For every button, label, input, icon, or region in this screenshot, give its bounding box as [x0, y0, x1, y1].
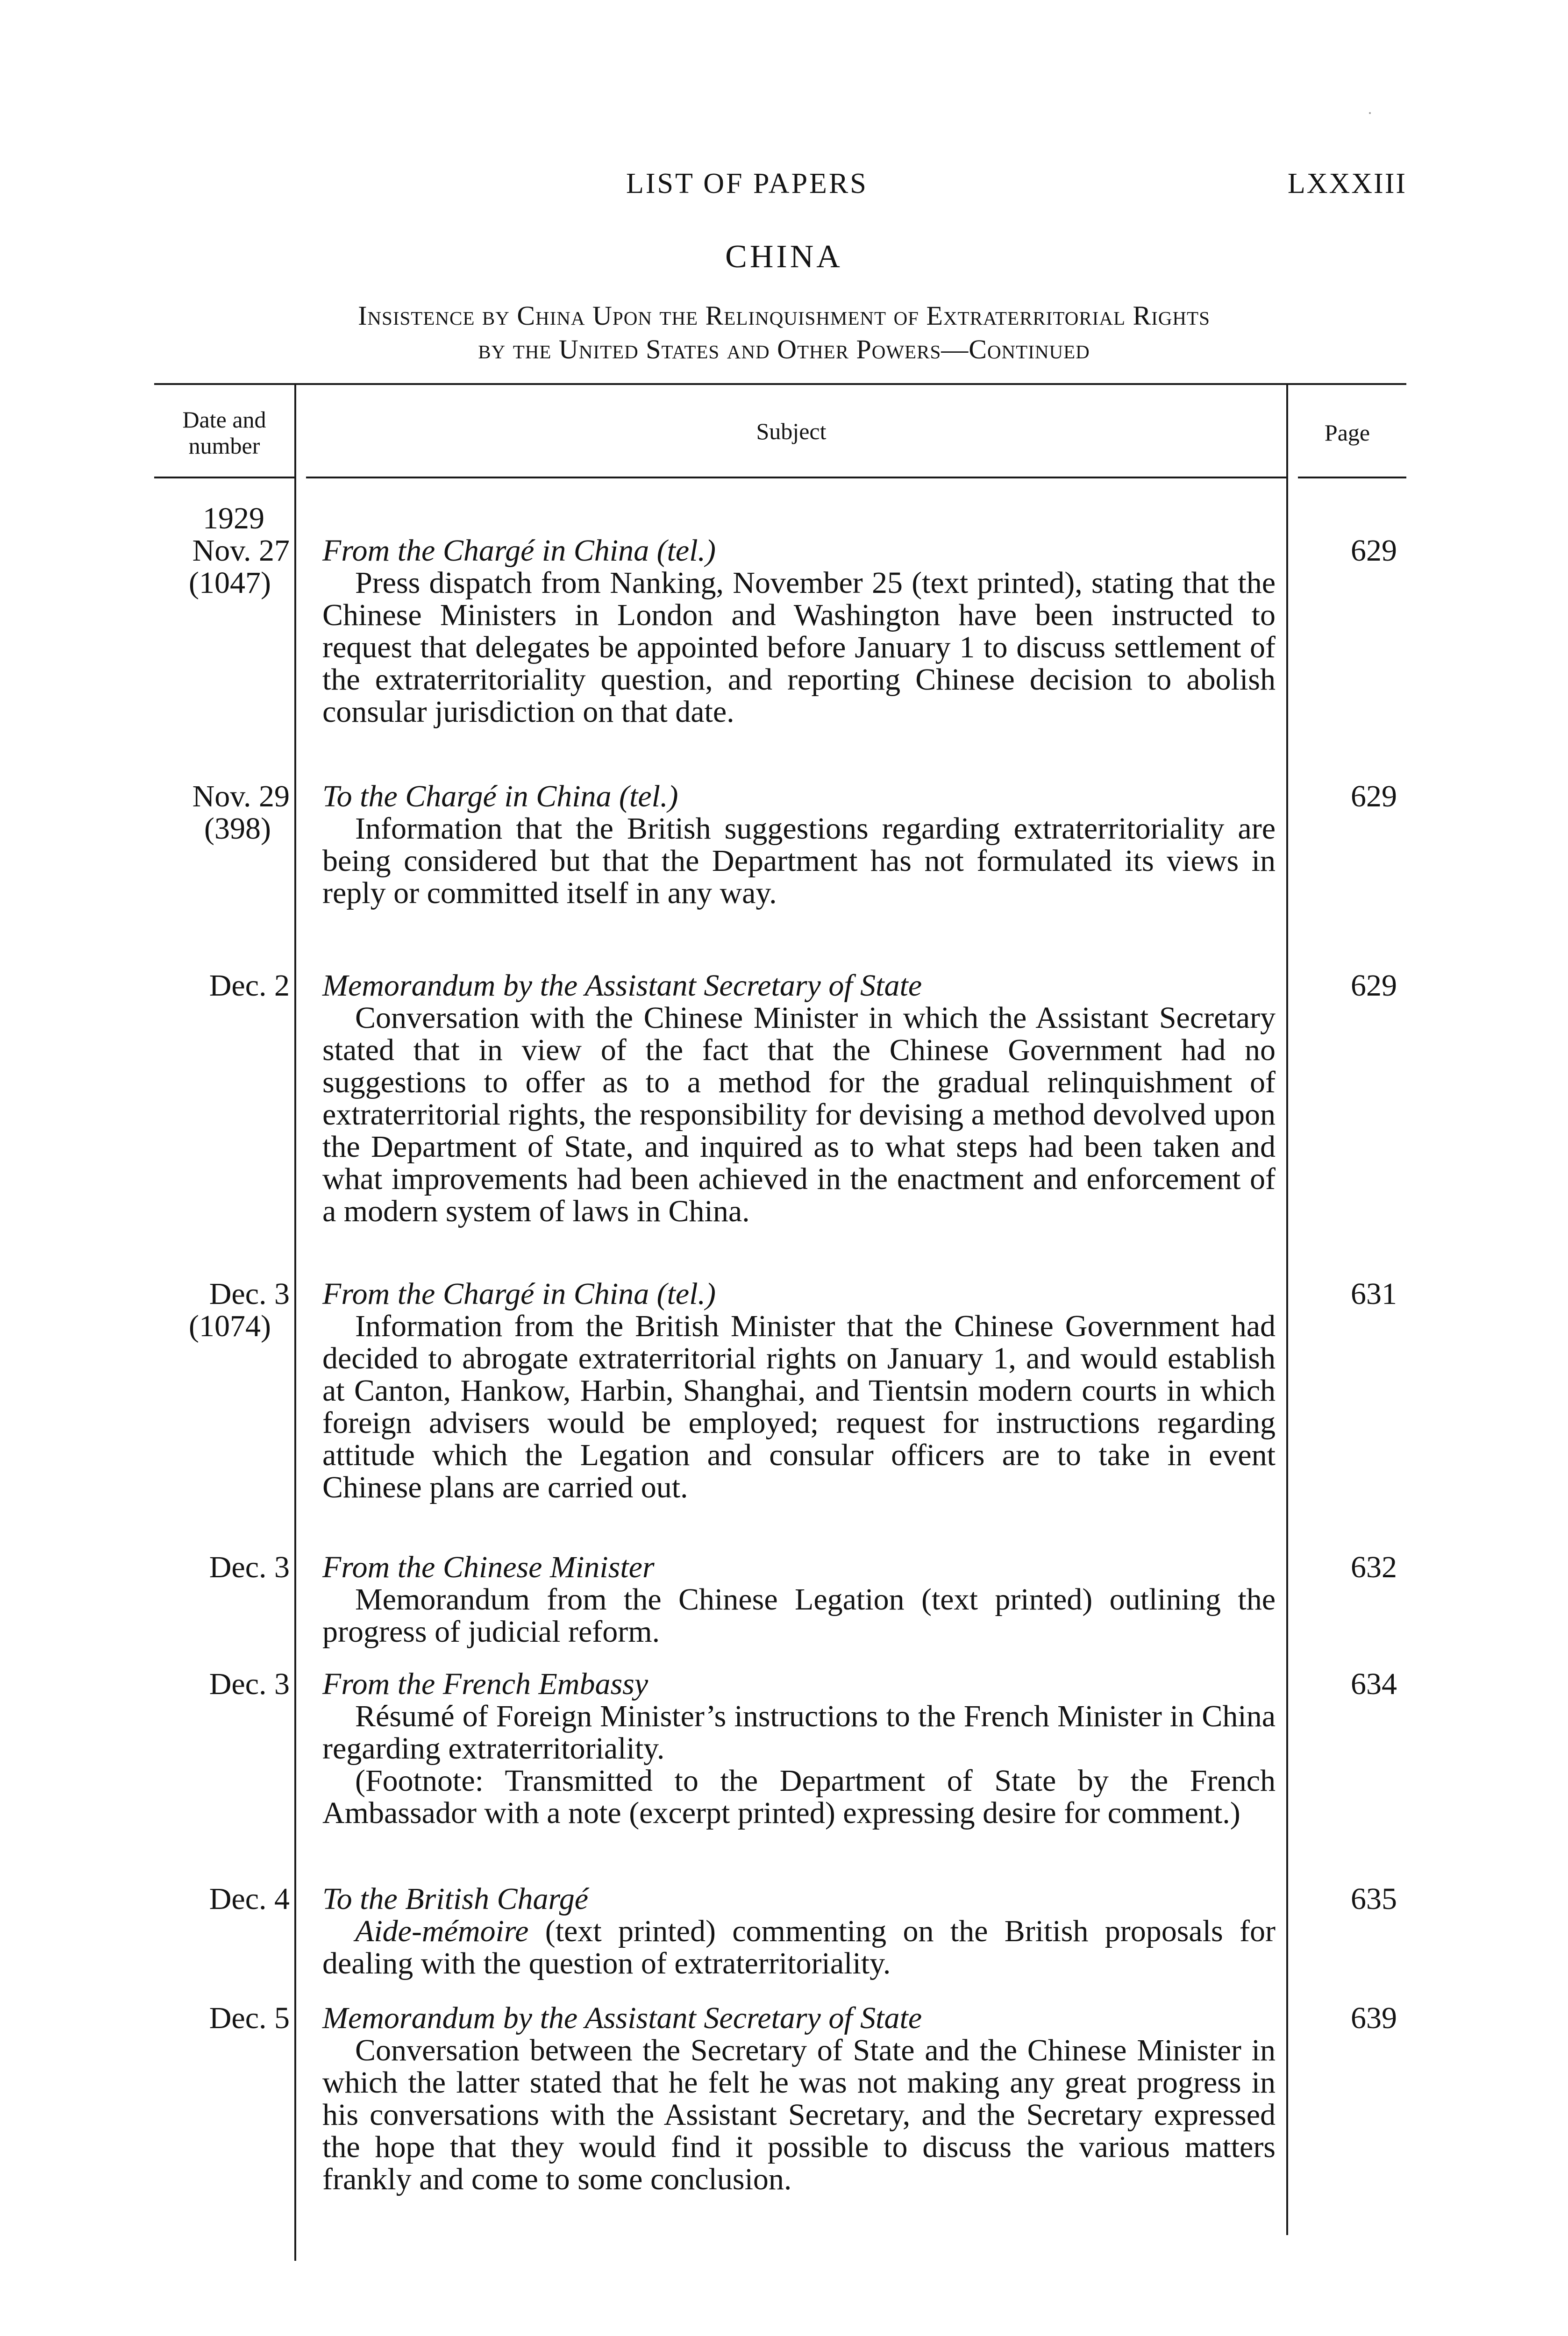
header-bottom-rule-left: [154, 477, 294, 478]
entry-year: 1929: [203, 501, 264, 535]
entry-date: [140, 1883, 290, 1915]
column-header-date: Date and number: [182, 406, 266, 459]
section-title: [140, 299, 1428, 366]
entry-summary: Conversation between the Secretary of State and the Chinese Minister in which the latter stated that he felt he was not making any great progress in his conversations with the Assistant Secretary, and the Secretary expressed the hope that they would find it possible to discuss the various matters frankly and come to some conclusion.: [322, 2033, 1276, 2196]
entry-date: [140, 1278, 290, 1342]
entry-date: [140, 969, 290, 1002]
entry-day: Dec. 5: [209, 2001, 290, 2035]
entry-summary: Information from the British Minister that the Chinese Government had decided to abrogate extraterritorial rights on January 1, and would establish at Canton, Hankow, Harbin, Shanghai, and Tientsin modern courts in which foreign advisers would be employed; request for instructions regarding attitude which the Legation and consular officers are to take in event Chinese plans are carried out.: [322, 1309, 1276, 1504]
running-head-title: LIST OF PAPERS: [626, 168, 868, 199]
column-divider-right: [1286, 385, 1288, 2235]
column-header-subject: Subject: [756, 418, 827, 444]
entry-number: (398): [204, 812, 271, 846]
entry-number: (1074): [189, 1309, 271, 1343]
entry-summary: Memorandum from the Chinese Legation (text printed) outlining the progress of judicial reform.: [322, 1582, 1276, 1649]
entry-heading: To the British Chargé: [322, 1882, 589, 1916]
entry-heading: From the Chargé in China (tel.): [322, 534, 716, 568]
column-header-page: Page: [1324, 420, 1370, 446]
entry-page-number: 634: [1351, 1667, 1397, 1701]
entry-page-number: 631: [1351, 1277, 1397, 1311]
entry-summary: Conversation with the Chinese Minister in which the Assistant Secretary stated that in view of the fact that the Chinese Government had no suggestions to offer as to a method for the gradual relinquishment of extraterritorial rights, the responsibility for devising a method devolved upon the Department of State, and inquired as to what steps had been taken and what improvements had been achieved in the enactment and enforcement of a modern system of laws in China.: [322, 1001, 1276, 1228]
entry-day: Dec. 3: [209, 1550, 290, 1584]
entry-summary: Press dispatch from Nanking, November 25 (text printed), stating that the Chinese Ministers in London and Washington have been instructed to request that delegates be appointed before January 1 to discuss settlement of the extraterritoriality question, and reporting Chinese decision to abolish consular jurisdiction on that date.: [322, 566, 1276, 729]
table-top-rule: [154, 383, 1406, 385]
entry-day: Dec. 3: [209, 1667, 290, 1701]
entry-date: [140, 502, 290, 599]
paper-speck: [1369, 112, 1371, 114]
entry-summary: (Footnote: Transmitted to the Department of State by the French Ambassador with a note (excerpt printed) expressing desire for comment.): [322, 1764, 1276, 1830]
entry-date: [140, 780, 290, 845]
entry-subject: [322, 969, 1276, 1227]
entry-summary: Information that the British suggestions regarding extraterritoriality are being considered but that the Department has not formulated its views in reply or committed itself in any way.: [322, 812, 1276, 910]
entry-page-number: 632: [1351, 1550, 1397, 1584]
entry-italic-lead: Aide-mémoire: [355, 1914, 529, 1948]
entry-heading: From the Chargé in China (tel.): [322, 1277, 716, 1311]
entry-heading: From the Chinese Minister: [322, 1550, 655, 1584]
entry-day: Dec. 3: [209, 1277, 290, 1311]
header-bottom-rule-middle: [306, 477, 1286, 478]
entry-subject: [322, 534, 1276, 728]
section-title-line-1: Insistence by China Upon the Relinquishment of Extraterritorial Rights: [358, 300, 1210, 331]
entry-subject: [322, 1551, 1276, 1648]
entry-date: [140, 1668, 290, 1700]
entry-page-number: 629: [1351, 969, 1397, 1003]
entry-summary: Aide-mémoire (text printed) commenting on the British proposals for dealing with the question of extraterritoriality.: [322, 1914, 1276, 1980]
entry-number: (1047): [189, 566, 271, 600]
entry-heading: From the French Embassy: [322, 1667, 649, 1701]
entry-page-number: 635: [1351, 1882, 1397, 1916]
entry-date: [140, 2002, 290, 2034]
running-head: [0, 167, 1568, 209]
entry-subject: [322, 1883, 1276, 1980]
entry-day: Nov. 27: [192, 534, 290, 568]
entry-page-number: 639: [1351, 2001, 1397, 2035]
country-heading: CHINA: [725, 239, 843, 275]
section-title-line-2: by the United States and Other Powers—Continued: [478, 334, 1090, 364]
entry-date: [140, 1551, 290, 1583]
entry-heading: Memorandum by the Assistant Secretary of State: [322, 2001, 922, 2035]
entry-day: Dec. 2: [209, 969, 290, 1003]
entry-day: Nov. 29: [192, 779, 290, 813]
entry-subject: [322, 1668, 1276, 1829]
entry-subject: [322, 780, 1276, 909]
entry-summary: Résumé of Foreign Minister’s instructions to the French Minister in China regarding extraterritoriality.: [322, 1699, 1276, 1766]
entry-subject: [322, 1278, 1276, 1503]
page-folio: LXXXIII: [1287, 168, 1407, 199]
entry-heading: To the Chargé in China (tel.): [322, 779, 678, 813]
entry-day: Dec. 4: [209, 1882, 290, 1916]
column-divider-left: [294, 385, 296, 2261]
entry-page-number: 629: [1351, 534, 1397, 568]
entry-page-number: 629: [1351, 779, 1397, 813]
entry-heading: Memorandum by the Assistant Secretary of State: [322, 969, 922, 1003]
entry-subject: [322, 2002, 1276, 2195]
header-bottom-rule-right: [1298, 477, 1406, 478]
